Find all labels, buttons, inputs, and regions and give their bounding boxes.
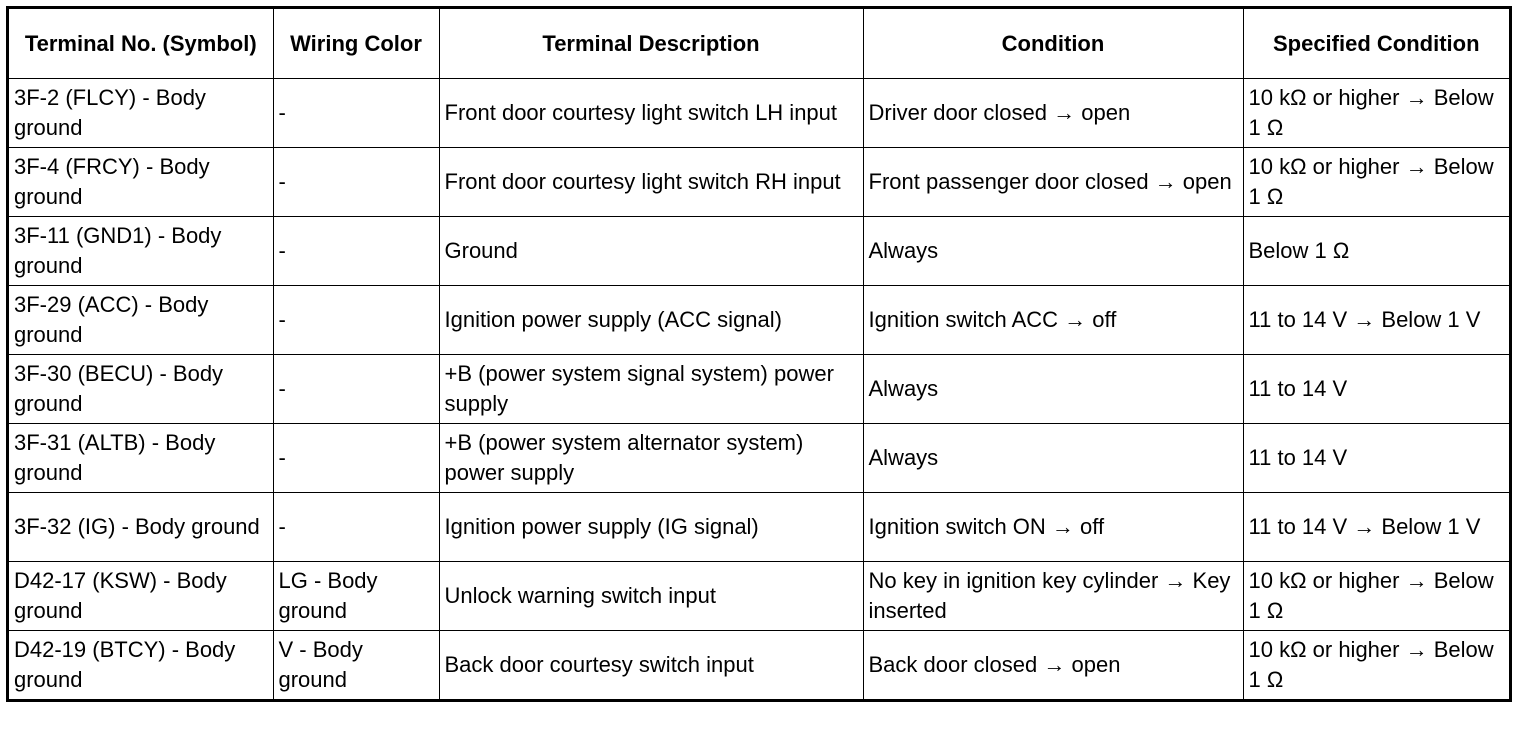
cell-condition: Always [863,355,1243,424]
header-terminal-no: Terminal No. (Symbol) [9,9,273,79]
cell-wiring-color: - [273,79,439,148]
cell-condition: Back door closed → open [863,631,1243,700]
cell-terminal-description: +B (power system alternator system) power supply [439,424,863,493]
terminal-inspection-table [9,9,1509,699]
cell-wiring-color: - [273,148,439,217]
terminal-table-frame [6,6,1512,702]
cell-wiring-color: LG - Body ground [273,562,439,631]
cell-specified-condition: 11 to 14 V [1243,355,1509,424]
cell-wiring-color: - [273,355,439,424]
cell-terminal-description: Ignition power supply (ACC signal) [439,286,863,355]
header-terminal-description: Terminal Description [439,9,863,79]
cell-specified-condition: 10 kΩ or higher → Below 1 Ω [1243,79,1509,148]
cell-specified-condition: 10 kΩ or higher → Below 1 Ω [1243,148,1509,217]
cell-condition: Driver door closed → open [863,79,1243,148]
cell-terminal-description: Back door courtesy switch input [439,631,863,700]
cell-wiring-color: - [273,286,439,355]
header-wiring-color: Wiring Color [273,9,439,79]
cell-condition: Always [863,217,1243,286]
cell-terminal-no: D42-17 (KSW) - Body ground [9,562,273,631]
table-row [9,355,1509,424]
cell-terminal-description: Ignition power supply (IG signal) [439,493,863,562]
cell-terminal-no: D42-19 (BTCY) - Body ground [9,631,273,700]
cell-terminal-description: Ground [439,217,863,286]
table-row [9,79,1509,148]
cell-wiring-color: - [273,217,439,286]
cell-condition: No key in ignition key cylinder → Key inserted [863,562,1243,631]
cell-terminal-description: +B (power system signal system) power supply [439,355,863,424]
cell-wiring-color: - [273,424,439,493]
table-row [9,631,1509,700]
cell-condition: Ignition switch ON → off [863,493,1243,562]
cell-specified-condition: 11 to 14 V [1243,424,1509,493]
table-row [9,493,1509,562]
table-row [9,562,1509,631]
cell-terminal-description: Unlock warning switch input [439,562,863,631]
cell-wiring-color: V - Body ground [273,631,439,700]
cell-specified-condition: Below 1 Ω [1243,217,1509,286]
cell-wiring-color: - [273,493,439,562]
cell-terminal-description: Front door courtesy light switch RH input [439,148,863,217]
table-row [9,148,1509,217]
cell-specified-condition: 11 to 14 V → Below 1 V [1243,493,1509,562]
cell-terminal-no: 3F-30 (BECU) - Body ground [9,355,273,424]
cell-terminal-no: 3F-32 (IG) - Body ground [9,493,273,562]
cell-condition: Ignition switch ACC → off [863,286,1243,355]
cell-terminal-no: 3F-31 (ALTB) - Body ground [9,424,273,493]
cell-terminal-no: 3F-2 (FLCY) - Body ground [9,79,273,148]
cell-specified-condition: 11 to 14 V → Below 1 V [1243,286,1509,355]
cell-specified-condition: 10 kΩ or higher → Below 1 Ω [1243,631,1509,700]
table-row [9,286,1509,355]
header-specified-condition: Specified Condition [1243,9,1509,79]
cell-terminal-no: 3F-11 (GND1) - Body ground [9,217,273,286]
cell-specified-condition: 10 kΩ or higher → Below 1 Ω [1243,562,1509,631]
cell-terminal-description: Front door courtesy light switch LH input [439,79,863,148]
cell-terminal-no: 3F-4 (FRCY) - Body ground [9,148,273,217]
cell-condition: Always [863,424,1243,493]
header-condition: Condition [863,9,1243,79]
cell-terminal-no: 3F-29 (ACC) - Body ground [9,286,273,355]
table-row [9,217,1509,286]
table-row [9,424,1509,493]
table-header-row [9,9,1509,79]
cell-condition: Front passenger door closed → open [863,148,1243,217]
